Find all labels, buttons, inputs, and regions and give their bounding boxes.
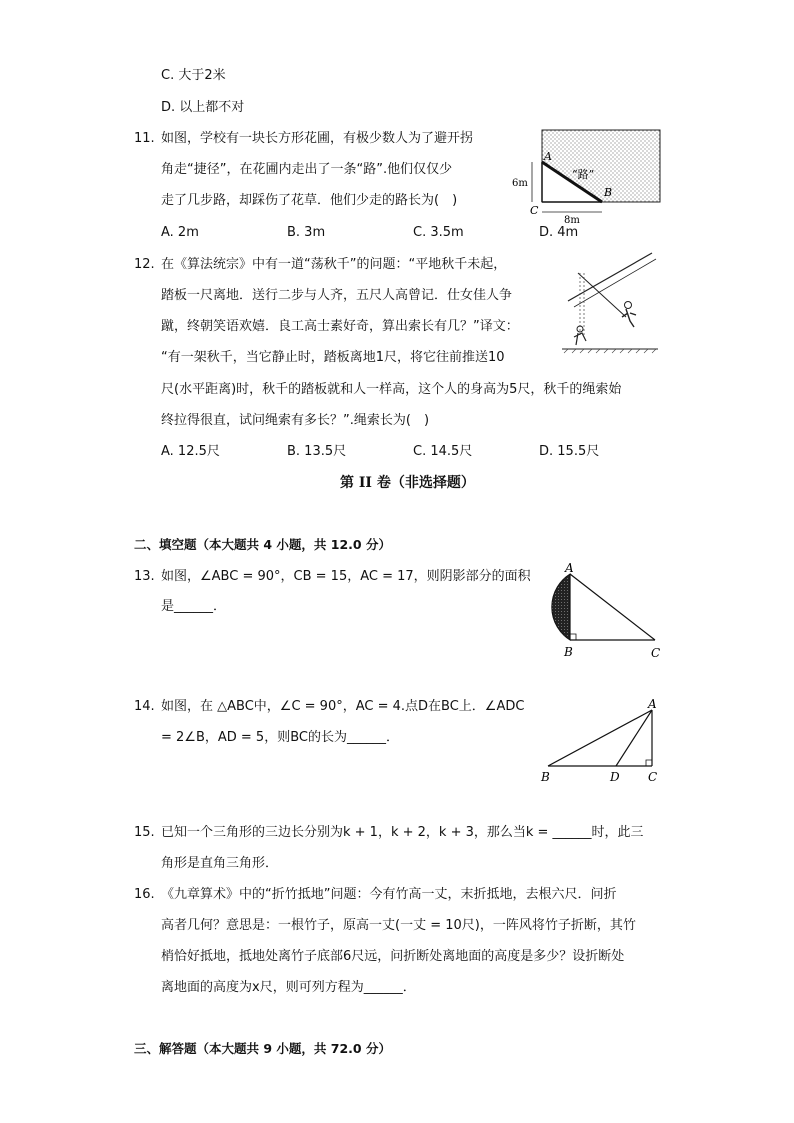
q16-number: 16. xyxy=(134,887,155,902)
q12-option-a: A. 12.5尺 xyxy=(161,444,220,459)
q14-label-c: C xyxy=(648,770,658,784)
q16-text-line4: 离地面的高度为x尺，则可列方程为______． xyxy=(161,980,416,995)
section3-header: 三、解答题（本大题共 9 小题，共 72.0 分） xyxy=(134,1041,391,1056)
q11-text-line2: 角走“捷径”，在花圃内走出了一条“路”.他们仅仅少 xyxy=(161,162,453,177)
q11-figure-garden xyxy=(510,126,670,226)
q12-text-line1: 在《算法统宗》中有一道“荡秋千”的问题：“平地秋千未起， xyxy=(161,257,507,272)
q14-label-d: D xyxy=(610,770,620,784)
q12-text-line2: 踏板一尺离地．送行二步与人齐，五尺人高曾记．仕女佳人争 xyxy=(161,288,513,303)
q11-option-b: B. 3m xyxy=(287,225,326,240)
q12-text-line3: 蹴，终朝笑语欢嬉．良工高士素好奇，算出索长有几？”译文： xyxy=(161,319,519,334)
q12-number: 12. xyxy=(134,257,155,272)
q11-path-label: “路” xyxy=(572,168,595,181)
q11-text-line3: 走了几步路，却踩伤了花草．他们少走的路长为( ) xyxy=(161,193,458,208)
q13-text-line2: 是______． xyxy=(161,599,227,614)
q12-option-b: B. 13.5尺 xyxy=(287,444,347,459)
q14-figure-triangle xyxy=(536,698,666,788)
q10-option-c: C. 大于2米 xyxy=(161,68,226,83)
q16-text-line2: 高者几何？意思是：一根竹子，原高一丈(一丈 = 10尺)，一阵风将竹子折断，其竹 xyxy=(161,918,636,933)
q11-label-b: B xyxy=(604,186,613,199)
q12-text-line6: 终拉得很直，试问绳索有多长？”.绳索长为( ) xyxy=(161,413,430,428)
q11-option-c: C. 3.5m xyxy=(413,225,464,240)
q12-figure-swing xyxy=(560,245,660,355)
q11-option-d: D. 4m xyxy=(539,225,579,240)
q13-number: 13. xyxy=(134,569,155,584)
q13-label-a: A xyxy=(565,561,574,575)
q14-text-line2: = 2∠B，AD = 5，则BC的长为______． xyxy=(161,730,399,745)
q11-label-a: A xyxy=(544,150,552,163)
q12-option-d: D. 15.5尺 xyxy=(539,444,600,459)
q14-number: 14. xyxy=(134,699,155,714)
q14-text-line1: 如图，在 △ABC中，∠C = 90°，AC = 4.点D在BC上．∠ADC xyxy=(161,699,525,714)
q12-text-line4: “有一架秋千，当它静止时，踏板离地1尺，将它往前推送10 xyxy=(161,350,505,365)
q13-label-b: B xyxy=(564,645,573,659)
section2-header: 二、填空题（本大题共 4 小题，共 12.0 分） xyxy=(134,537,391,552)
q15-text-line2: 角形是直角三角形． xyxy=(161,856,279,871)
q11-side-8m: 8m xyxy=(564,215,580,226)
q11-number: 11. xyxy=(134,131,155,146)
q11-text-line1: 如图，学校有一块长方形花圃，有极少数人为了避开拐 xyxy=(161,131,474,146)
q13-label-c: C xyxy=(651,646,661,660)
q11-option-a: A. 2m xyxy=(161,225,199,240)
q12-option-c: C. 14.5尺 xyxy=(413,444,473,459)
q11-label-c: C xyxy=(530,204,539,217)
q14-label-b: B xyxy=(541,770,550,784)
q13-figure-triangle xyxy=(530,562,670,667)
part2-title: 第 II 卷（非选择题） xyxy=(340,475,475,491)
q11-side-6m: 6m xyxy=(512,178,528,189)
q10-option-d: D. 以上都不对 xyxy=(161,100,245,115)
q15-number: 15. xyxy=(134,825,155,840)
q14-label-a: A xyxy=(648,697,657,711)
q15-text-line1: 已知一个三角形的三边长分别为k + 1，k + 2，k + 3，那么当k = ______时，此三 xyxy=(161,825,644,840)
q12-text-line5: 尺(水平距离)时，秋千的踏板就和人一样高，这个人的身高为5尺，秋千的绳索始 xyxy=(161,382,622,397)
q16-text-line3: 梢恰好抵地，抵地处离竹子底部6尺远，问折断处离地面的高度是多少？设折断处 xyxy=(161,949,625,964)
q16-text-line1: 《九章算术》中的“折竹抵地”问题：今有竹高一丈，末折抵地，去根六尺．问折 xyxy=(161,887,617,902)
q13-text-line1: 如图，∠ABC = 90°，CB = 15，AC = 17，则阴影部分的面积 xyxy=(161,569,531,584)
